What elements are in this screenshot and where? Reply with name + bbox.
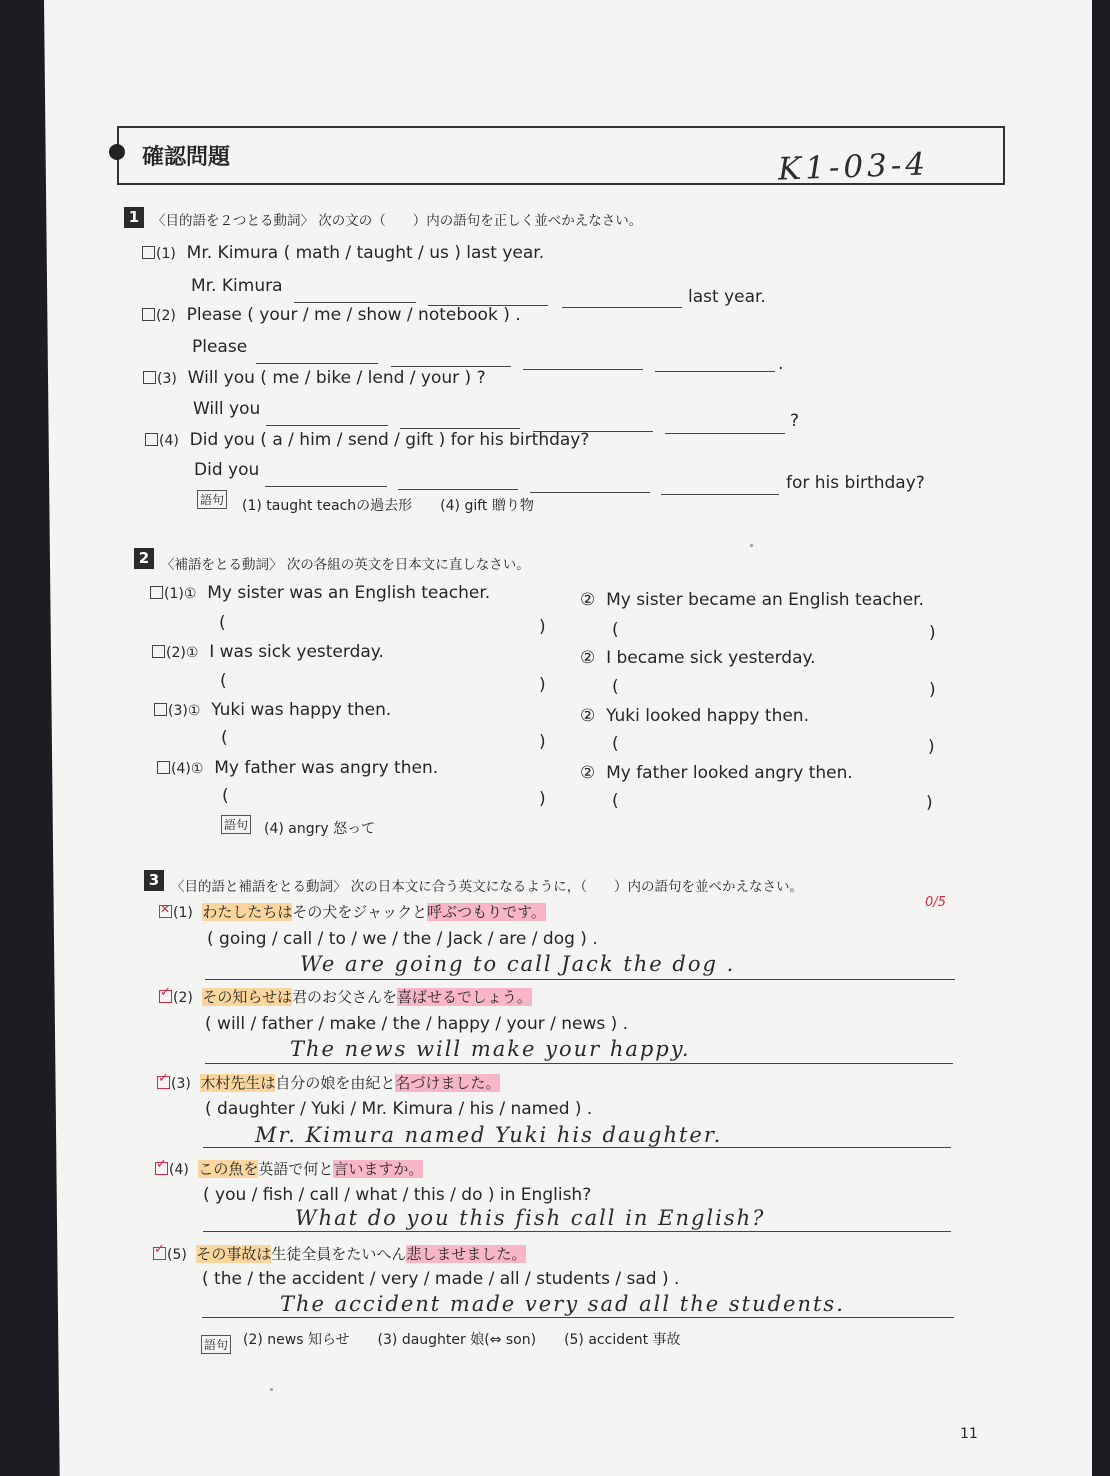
- paren-open[interactable]: (: [222, 786, 229, 806]
- checkbox[interactable]: [153, 1247, 166, 1260]
- section-1-instruction: 〈目的語を２つとる動詞〉 次の文の（ ）内の語句を正しく並べかえなさい。: [152, 213, 643, 229]
- s2-pair2-left: (2)① I was sick yesterday.: [152, 642, 384, 662]
- paren-close: ): [539, 789, 546, 809]
- answer-blank[interactable]: [400, 428, 520, 429]
- answer-line[interactable]: [203, 1147, 951, 1148]
- s3-q2-japanese: ✓(2) その知らせは君のお父さんを喜ばせるでしょう。: [159, 986, 532, 1007]
- answer-blank[interactable]: [665, 433, 785, 434]
- s1-q1-prompt: (1) Mr. Kimura ( math / taught / us ) last year.: [142, 243, 544, 263]
- s3-gloss-label: 語句: [201, 1335, 231, 1354]
- answer-blank[interactable]: [562, 307, 682, 308]
- s2-pair1-left: (1)① My sister was an English teacher.: [150, 583, 490, 603]
- checkbox[interactable]: [152, 645, 165, 658]
- section-2-instruction: 〈補語をとる動詞〉 次の各組の英文を日本文に直しなさい。: [161, 557, 530, 573]
- paren-close: ): [539, 675, 546, 695]
- answer-blank[interactable]: [265, 486, 387, 487]
- answer-blank[interactable]: [256, 363, 378, 364]
- s2-pair3-right: ② Yuki looked happy then.: [580, 706, 809, 726]
- answer-blank[interactable]: [294, 302, 416, 303]
- checkbox[interactable]: [154, 703, 167, 716]
- paren-close: ): [926, 793, 933, 813]
- section-3-number: 3: [144, 870, 164, 891]
- answer-line[interactable]: [202, 1317, 954, 1318]
- answer-blank[interactable]: [661, 494, 779, 495]
- s3-q2-words: ( will / father / make / the / happy / your / news ) .: [205, 1014, 629, 1034]
- s3-q1-japanese: ✕(1) わたしたちはその犬をジャックと呼ぶつもりです。: [159, 901, 546, 922]
- paren-open[interactable]: (: [219, 613, 226, 633]
- paper-speck: [750, 544, 753, 547]
- s1-q4-start: Did you: [194, 460, 260, 480]
- worksheet-code: K1-03-4: [777, 146, 930, 188]
- s2-pair3-left: (3)① Yuki was happy then.: [154, 700, 391, 720]
- checkbox[interactable]: [159, 990, 172, 1003]
- checkbox[interactable]: [155, 1162, 168, 1175]
- s3-q3-words: ( daughter / Yuki / Mr. Kimura / his / named ) .: [205, 1099, 593, 1119]
- paren-open[interactable]: (: [612, 791, 619, 811]
- s1-q3-end: ?: [790, 411, 800, 431]
- s2-pair1-right: ② My sister became an English teacher.: [580, 590, 924, 610]
- s3-q4-words: ( you / fish / call / what / this / do ) in English?: [203, 1185, 592, 1205]
- paren-close: ): [928, 737, 935, 757]
- answer-blank[interactable]: [398, 489, 518, 490]
- s3-q5-japanese: ✓(5) その事故は生徒全員をたいへん悲しませました。: [153, 1243, 526, 1264]
- checkbox[interactable]: [145, 433, 158, 446]
- s1-gloss: (1) taught teachの過去形 (4) gift 贈り物: [242, 498, 534, 514]
- checkbox[interactable]: [150, 586, 163, 599]
- paren-close: ): [929, 623, 936, 643]
- s1-q3-prompt: (3) Will you ( me / bike / lend / your ) ?: [143, 368, 486, 388]
- page-number: 11: [960, 1426, 978, 1442]
- paren-open[interactable]: (: [612, 734, 619, 754]
- s2-pair2-right: ② I became sick yesterday.: [580, 648, 816, 668]
- paren-open[interactable]: (: [221, 728, 228, 748]
- s1-q1-start: Mr. Kimura: [191, 276, 283, 296]
- page-title: 確認問題: [142, 145, 231, 170]
- checkbox[interactable]: [157, 1076, 170, 1089]
- s3-q2-answer: The news will make your happy.: [290, 1037, 691, 1061]
- answer-line[interactable]: [203, 1231, 951, 1232]
- answer-blank[interactable]: [391, 366, 511, 367]
- s3-q4-answer: What do you this fish call in English?: [295, 1206, 766, 1230]
- s3-q3-answer: Mr. Kimura named Yuki his daughter.: [255, 1123, 723, 1147]
- answer-blank[interactable]: [266, 425, 388, 426]
- answer-blank[interactable]: [655, 371, 775, 372]
- s1-q4-prompt: (4) Did you ( a / him / send / gift ) for his birthday?: [145, 430, 589, 450]
- title-bullet-icon: [109, 144, 125, 160]
- s1-q4-end: for his birthday?: [786, 473, 925, 493]
- checkbox[interactable]: [157, 761, 170, 774]
- checkbox[interactable]: [142, 308, 155, 321]
- s1-q2-start: Please: [192, 337, 248, 357]
- checkbox[interactable]: [143, 371, 156, 384]
- s2-gloss: (4) angry 怒って: [264, 821, 376, 837]
- s2-gloss-label: 語句: [221, 815, 251, 834]
- s3-q1-answer: We are going to call Jack the dog .: [300, 952, 736, 976]
- paren-open[interactable]: (: [220, 671, 227, 691]
- answer-line[interactable]: [205, 979, 955, 980]
- s3-q5-answer: The accident made very sad all the students.: [280, 1292, 845, 1316]
- answer-blank[interactable]: [523, 369, 643, 370]
- s1-q1-end: last year.: [688, 287, 766, 307]
- paren-open[interactable]: (: [612, 620, 619, 640]
- section-3-instruction: 〈目的語と補語をとる動詞〉 次の日本文に合う英文になるように，（ ）内の語句を並べかえなさい。: [171, 879, 804, 895]
- score-mark: 0/5: [925, 895, 946, 910]
- s1-q2-end: .: [778, 354, 784, 374]
- s3-q5-words: ( the / the accident / very / made / all / students / sad ) .: [202, 1269, 680, 1289]
- s3-gloss: (2) news 知らせ (3) daughter 娘(⇔ son) (5) accident 事故: [243, 1332, 681, 1348]
- s2-pair4-right: ② My father looked angry then.: [580, 763, 853, 783]
- answer-line[interactable]: [205, 1063, 953, 1064]
- s2-pair4-left: (4)① My father was angry then.: [157, 758, 438, 778]
- s3-q4-japanese: ✓(4) この魚を英語で何と言いますか。: [155, 1158, 423, 1179]
- s1-q2-prompt: (2) Please ( your / me / show / notebook ) .: [142, 305, 521, 325]
- s3-q3-japanese: ✓(3) 木村先生は自分の娘を由紀と名づけました。: [157, 1072, 500, 1093]
- paren-close: ): [539, 732, 546, 752]
- checkbox[interactable]: [142, 246, 155, 259]
- answer-blank[interactable]: [530, 492, 650, 493]
- s3-q1-words: ( going / call / to / we / the / Jack / are / dog ) .: [207, 929, 598, 949]
- section-2-number: 2: [134, 548, 154, 569]
- paren-open[interactable]: (: [612, 677, 619, 697]
- paren-close: ): [539, 617, 546, 637]
- section-1-number: 1: [124, 207, 144, 228]
- paper-speck: [270, 1388, 273, 1391]
- s1-q3-start: Will you: [193, 399, 261, 419]
- paren-close: ): [929, 680, 936, 700]
- checkbox[interactable]: [159, 905, 172, 918]
- s1-gloss-label: 語句: [197, 490, 227, 509]
